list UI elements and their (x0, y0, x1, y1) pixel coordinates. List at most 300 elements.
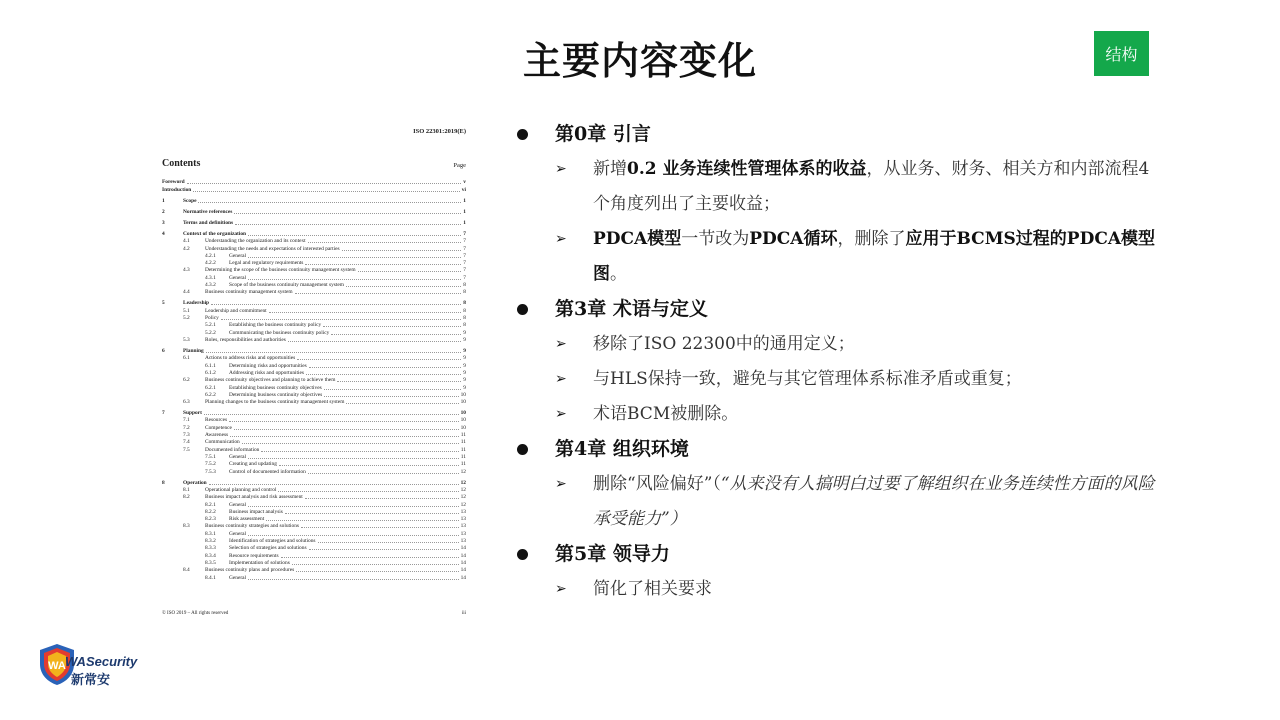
toc-page: 7 (463, 260, 466, 267)
toc-row (162, 245, 466, 252)
arrow-bullet-icon: ➢ (555, 371, 567, 387)
toc-leader (234, 213, 461, 214)
toc-page: 9 (463, 329, 466, 336)
toc-row (162, 574, 466, 581)
toc-leader (358, 271, 462, 272)
toc-page: 12 (460, 479, 466, 486)
toc-leader (248, 458, 459, 459)
toc-leader (288, 341, 461, 342)
toc-page: 11 (460, 446, 466, 453)
toc-page: 13 (460, 508, 466, 515)
toc-title: Determining risks and opportunities (229, 362, 307, 369)
toc-page: 11 (460, 432, 466, 439)
toc-title: Resource requirements (229, 552, 279, 559)
toc-title: Risk assessment (229, 516, 265, 523)
toc-number: 4 (162, 230, 165, 237)
toc-page: 11 (460, 453, 466, 460)
toc-number: 5.1 (183, 307, 190, 314)
toc-number: 6.1.2 (205, 369, 216, 376)
point-text: 删除“风险偏好”（ (593, 474, 721, 494)
toc-leader (295, 293, 462, 294)
toc-title: Competence (205, 424, 232, 431)
toc-title: General (229, 574, 247, 581)
toc-number: 8.4.1 (205, 574, 216, 581)
toc-title: Establishing the business continuity policy (229, 322, 322, 329)
toc-title: Planning changes to the business continuity management system (205, 399, 345, 406)
toc-leader (297, 359, 461, 360)
logo-chinese: 新常安 (71, 673, 111, 688)
point-text: ，删除了 (837, 229, 906, 249)
toc-number: 4.2 (183, 245, 190, 252)
toc-title: Business continuity objectives and planning to achieve them (205, 377, 336, 384)
toc-number: 4.3.1 (205, 274, 216, 281)
toc-title: Determining business continuity objectives (229, 391, 323, 398)
arrow-bullet-icon: ➢ (555, 161, 567, 177)
toc-page: 7 (463, 252, 466, 259)
toc-leader (305, 498, 459, 499)
toc-row (162, 231, 466, 238)
point-text: 0.2 业务连续性管理体系的收益 (627, 159, 867, 179)
change-point (515, 572, 1165, 607)
toc-page: 10 (460, 417, 466, 424)
toc-leader (318, 542, 459, 543)
toc-title: Understanding the organization and its context (205, 238, 306, 245)
toc-row (162, 377, 466, 384)
toc-title: Legal and regulatory requirements (229, 260, 304, 267)
toc-page: vi (461, 186, 466, 193)
toc-title: General (229, 252, 247, 259)
bullet-dot-icon (517, 129, 528, 140)
chapter-heading (515, 432, 1165, 467)
toc-row (162, 267, 466, 274)
toc-leader (296, 571, 458, 572)
toc-row (162, 238, 466, 245)
toc-leader (234, 429, 459, 430)
toc-row (162, 337, 466, 344)
toc-leader (211, 304, 461, 305)
toc-title: General (229, 274, 247, 281)
toc-row (162, 410, 466, 417)
point-text: 简化了相关要求 (593, 579, 712, 599)
arrow-bullet-icon: ➢ (555, 231, 567, 247)
toc-leader (285, 513, 459, 514)
toc-number: 1 (162, 197, 165, 204)
toc-number: Foreword (162, 179, 185, 186)
toc-title: Understanding the needs and expectations of interested parties (205, 245, 340, 252)
toc-title: Business continuity management system (205, 289, 293, 296)
toc-page: 13 (460, 538, 466, 545)
toc-title: Communication (205, 439, 240, 446)
point-text: 与HLS保持一致，避免与其它管理体系标准矛盾或重复； (593, 369, 1022, 389)
toc-page: 14 (460, 559, 466, 566)
toc-row (162, 501, 466, 508)
toc-title: Selection of strategies and solutions (229, 545, 307, 552)
toc-page: 10 (460, 424, 466, 431)
arrow-bullet-icon: ➢ (555, 476, 567, 492)
table-of-contents (162, 179, 466, 582)
toc-page: 8 (463, 282, 466, 289)
toc-leader (281, 557, 459, 558)
toc-leader (248, 579, 459, 580)
toc-row (162, 208, 466, 215)
toc-row (162, 424, 466, 431)
toc-page: 12 (460, 501, 466, 508)
toc-page: 10 (460, 399, 466, 406)
toc-title: Resources (205, 417, 228, 424)
toc-leader (324, 389, 462, 390)
toc-number: 4.1 (183, 238, 190, 245)
toc-number: 7 (162, 410, 165, 417)
toc-leader (266, 520, 458, 521)
toc-row (162, 289, 466, 296)
toc-number: 6.2.2 (205, 391, 216, 398)
toc-number: 7.5.1 (205, 453, 216, 460)
toc-leader (305, 264, 461, 265)
toc-number: 8.4 (183, 567, 190, 574)
toc-page: 7 (463, 267, 466, 274)
toc-number: 4.4 (183, 289, 190, 296)
toc-title: Scope of the business continuity management system (229, 282, 344, 289)
toc-leader (301, 527, 459, 528)
chapter-title: 第3章 术语与定义 (555, 298, 708, 320)
arrow-bullet-icon: ➢ (555, 336, 567, 352)
toc-row (162, 220, 466, 227)
toc-leader (308, 473, 459, 474)
logo-brand: WASecurity (65, 654, 138, 669)
toc-leader (248, 506, 459, 507)
toc-row (162, 446, 466, 453)
point-text: 新增 (593, 159, 627, 179)
toc-page: 7 (463, 230, 466, 237)
toc-title: Business impact analysis (229, 508, 283, 515)
change-point (515, 327, 1165, 362)
toc-row (162, 487, 466, 494)
toc-number: 2 (162, 208, 165, 215)
chapter-title: 第4章 组织环境 (555, 438, 689, 460)
toc-row (162, 545, 466, 552)
toc-number: 8.2.2 (205, 508, 216, 515)
toc-title: Policy (205, 315, 219, 322)
toc-number: Introduction (162, 186, 192, 193)
toc-row (162, 468, 466, 475)
toc-row (162, 348, 466, 355)
toc-row (162, 523, 466, 530)
toc-row (162, 538, 466, 545)
toc-page: 9 (463, 348, 466, 355)
toc-leader (346, 403, 458, 404)
toc-title: Business impact analysis and risk assessment (205, 494, 303, 501)
toc-page: 7 (463, 274, 466, 281)
toc-page: 8 (463, 315, 466, 322)
toc-page: 14 (460, 545, 466, 552)
toc-number: 3 (162, 219, 165, 226)
toc-title: Business continuity strategies and solutions (205, 523, 300, 530)
point-text: 一节改为 (681, 229, 750, 249)
doc-footer-page: iii (461, 611, 466, 616)
toc-row (162, 567, 466, 574)
toc-page: 9 (463, 362, 466, 369)
toc-page: 14 (460, 552, 466, 559)
toc-title: Planning (183, 348, 204, 355)
logo-shield-text: WA (48, 660, 66, 672)
toc-page: 9 (463, 377, 466, 384)
toc-number: 4.3 (183, 267, 190, 274)
chapter-title: 第5章 领导力 (555, 543, 670, 565)
toc-number: 5.2.1 (205, 322, 216, 329)
toc-page: 13 (460, 523, 466, 530)
toc-page: 14 (460, 574, 466, 581)
toc-title: Roles, responsibilities and authorities (205, 336, 286, 343)
toc-row (162, 197, 466, 204)
toc-row (162, 417, 466, 424)
toc-leader (248, 257, 461, 258)
toc-number: 8.3 (183, 523, 190, 530)
toc-title: Determining the scope of the business continuity management system (205, 267, 356, 274)
toc-number: 6.2.1 (205, 384, 216, 391)
toc-page: 1 (463, 197, 466, 204)
toc-row (162, 454, 466, 461)
toc-page: 9 (463, 355, 466, 362)
toc-leader (209, 484, 459, 485)
toc-leader (269, 312, 462, 313)
point-text: ，从业务、财务、相关方和内部流程4个角度列出了主要收益； (593, 159, 1150, 214)
toc-leader (187, 183, 462, 184)
toc-page: 11 (460, 439, 466, 446)
standard-number: ISO 22301:2019(E) (413, 128, 466, 135)
toc-number: 6.1.1 (205, 362, 216, 369)
toc-row (162, 355, 466, 362)
toc-number: 7.1 (183, 417, 190, 424)
toc-number: 7.2 (183, 424, 190, 431)
page-column-header: Page (453, 162, 466, 169)
toc-leader (198, 202, 461, 203)
toc-number: 7.5 (183, 446, 190, 453)
toc-leader (337, 381, 461, 382)
toc-title: General (229, 501, 247, 508)
toc-page: 9 (463, 369, 466, 376)
toc-page: 12 (460, 486, 466, 493)
toc-leader (309, 549, 459, 550)
toc-leader (193, 191, 460, 192)
toc-number: 5 (162, 300, 165, 307)
toc-page: 1 (463, 219, 466, 226)
iso-document-thumbnail (160, 124, 468, 620)
toc-number: 5.2 (183, 315, 190, 322)
toc-row (162, 253, 466, 260)
toc-title: Support (183, 410, 202, 417)
chapter-heading (515, 537, 1165, 572)
toc-title: Awareness (205, 432, 229, 439)
point-text: 。 (610, 264, 627, 284)
toc-row (162, 461, 466, 468)
toc-title: Terms and definitions (183, 219, 234, 226)
point-text: PDCA模型 (593, 229, 682, 249)
toc-number: 8.1 (183, 486, 190, 493)
toc-row (162, 362, 466, 369)
change-point (515, 362, 1165, 397)
toc-leader (324, 396, 458, 397)
toc-page: 7 (463, 245, 466, 252)
change-point (515, 152, 1165, 222)
toc-leader (248, 279, 461, 280)
toc-number: 4.2.1 (205, 252, 216, 259)
change-point (515, 467, 1165, 537)
toc-page: 8 (463, 322, 466, 329)
bullet-dot-icon (517, 444, 528, 455)
toc-leader (235, 224, 461, 225)
toc-leader (331, 334, 461, 335)
toc-title: Normative references (183, 208, 233, 215)
toc-leader (346, 286, 461, 287)
toc-title: Addressing risks and opportunities (229, 369, 305, 376)
toc-page: 8 (463, 289, 466, 296)
toc-number: 4.3.2 (205, 282, 216, 289)
toc-row (162, 186, 466, 193)
toc-row (162, 274, 466, 281)
toc-leader (278, 491, 458, 492)
toc-row (162, 307, 466, 314)
toc-page: 8 (463, 307, 466, 314)
toc-number: 7.4 (183, 439, 190, 446)
toc-number: 8 (162, 479, 165, 486)
toc-title: Implementation of solutions (229, 559, 290, 566)
toc-title: Communicating the business continuity policy (229, 329, 330, 336)
company-logo (37, 642, 138, 688)
toc-title: General (229, 453, 247, 460)
toc-leader (279, 465, 459, 466)
toc-number: 7.5.2 (205, 461, 216, 468)
toc-row (162, 552, 466, 559)
toc-leader (204, 414, 459, 415)
toc-leader (221, 319, 462, 320)
toc-leader (309, 367, 462, 368)
toc-number: 5.2.2 (205, 329, 216, 336)
toc-number: 8.3.4 (205, 552, 216, 559)
toc-row (162, 432, 466, 439)
toc-number: 4.2.2 (205, 260, 216, 267)
toc-row (162, 329, 466, 336)
arrow-bullet-icon: ➢ (555, 581, 567, 597)
toc-page: 11 (460, 461, 466, 468)
toc-number: 6.1 (183, 355, 190, 362)
toc-row (162, 300, 466, 307)
toc-row (162, 392, 466, 399)
toc-leader (206, 352, 462, 353)
change-point (515, 222, 1165, 292)
arrow-bullet-icon: ➢ (555, 406, 567, 422)
toc-number: 6.2 (183, 377, 190, 384)
toc-number: 7.5.3 (205, 468, 216, 475)
toc-number: 5.3 (183, 336, 190, 343)
toc-page: 14 (460, 567, 466, 574)
toc-title: Scope (183, 197, 197, 204)
point-text: PDCA循环 (749, 229, 838, 249)
bullet-dot-icon (517, 549, 528, 560)
toc-title: Establishing business continuity objectives (229, 384, 322, 391)
toc-title: Operation (183, 479, 207, 486)
toc-title: Leadership (183, 300, 210, 307)
toc-page: 13 (460, 516, 466, 523)
toc-title: Creating and updating (229, 461, 277, 468)
toc-row (162, 179, 466, 186)
toc-number: 7.3 (183, 432, 190, 439)
toc-leader (342, 250, 462, 251)
doc-footer-copyright: © ISO 2019 – All rights reserved (162, 611, 229, 616)
toc-number: 8.3.2 (205, 538, 216, 545)
toc-leader (248, 535, 459, 536)
toc-leader (229, 421, 458, 422)
toc-row (162, 516, 466, 523)
toc-leader (248, 235, 461, 236)
toc-leader (261, 451, 458, 452)
toc-leader (292, 564, 459, 565)
toc-leader (306, 374, 461, 375)
toc-number: 8.2 (183, 494, 190, 501)
chapter-heading (515, 292, 1165, 327)
toc-row (162, 315, 466, 322)
toc-row (162, 399, 466, 406)
point-text: 应用于BCMS过程的PDCA模型图 (593, 229, 1156, 284)
toc-page: 10 (460, 410, 466, 417)
chapter-title: 第0章 引言 (555, 123, 651, 145)
toc-row (162, 530, 466, 537)
toc-page: 12 (460, 468, 466, 475)
toc-page: 12 (460, 494, 466, 501)
structure-tag: 结构 (1094, 31, 1149, 76)
toc-row (162, 439, 466, 446)
bullet-dot-icon (517, 304, 528, 315)
toc-title: Business continuity plans and procedures (205, 567, 295, 574)
toc-page: 9 (463, 384, 466, 391)
toc-title: Operational planning and control (205, 486, 277, 493)
toc-page: 7 (463, 238, 466, 245)
toc-title: Leadership and commitment (205, 307, 267, 314)
toc-title: Documented information (205, 446, 260, 453)
point-text: 术语BCM被删除。 (593, 404, 739, 424)
toc-row (162, 322, 466, 329)
point-text: 移除了ISO 22300中的通用定义； (593, 334, 855, 354)
toc-leader (308, 242, 462, 243)
toc-page: 10 (460, 391, 466, 398)
toc-row (162, 509, 466, 516)
toc-title: General (229, 530, 247, 537)
toc-number: 8.2.3 (205, 516, 216, 523)
toc-row (162, 370, 466, 377)
toc-number: 6.3 (183, 399, 190, 406)
toc-page: v (463, 179, 466, 186)
toc-number: 8.2.1 (205, 501, 216, 508)
toc-page: 8 (463, 300, 466, 307)
toc-number: 8.3.3 (205, 545, 216, 552)
contents-heading: Contents (162, 158, 201, 169)
slide-title: 主要内容变化 (522, 39, 757, 83)
toc-title: Control of documented information (229, 468, 306, 475)
toc-row (162, 384, 466, 391)
toc-title: Actions to address risks and opportunities (205, 355, 296, 362)
toc-number: 8.3.1 (205, 530, 216, 537)
toc-page: 1 (463, 208, 466, 215)
chapter-heading (515, 117, 1165, 152)
toc-leader (242, 443, 459, 444)
toc-page: 13 (460, 530, 466, 537)
toc-row (162, 479, 466, 486)
toc-row (162, 282, 466, 289)
toc-title: Context of the organization (183, 230, 247, 237)
toc-title: Identification of strategies and solutions (229, 538, 316, 545)
toc-leader (323, 326, 461, 327)
toc-page: 9 (463, 336, 466, 343)
toc-number: 8.3.5 (205, 559, 216, 566)
